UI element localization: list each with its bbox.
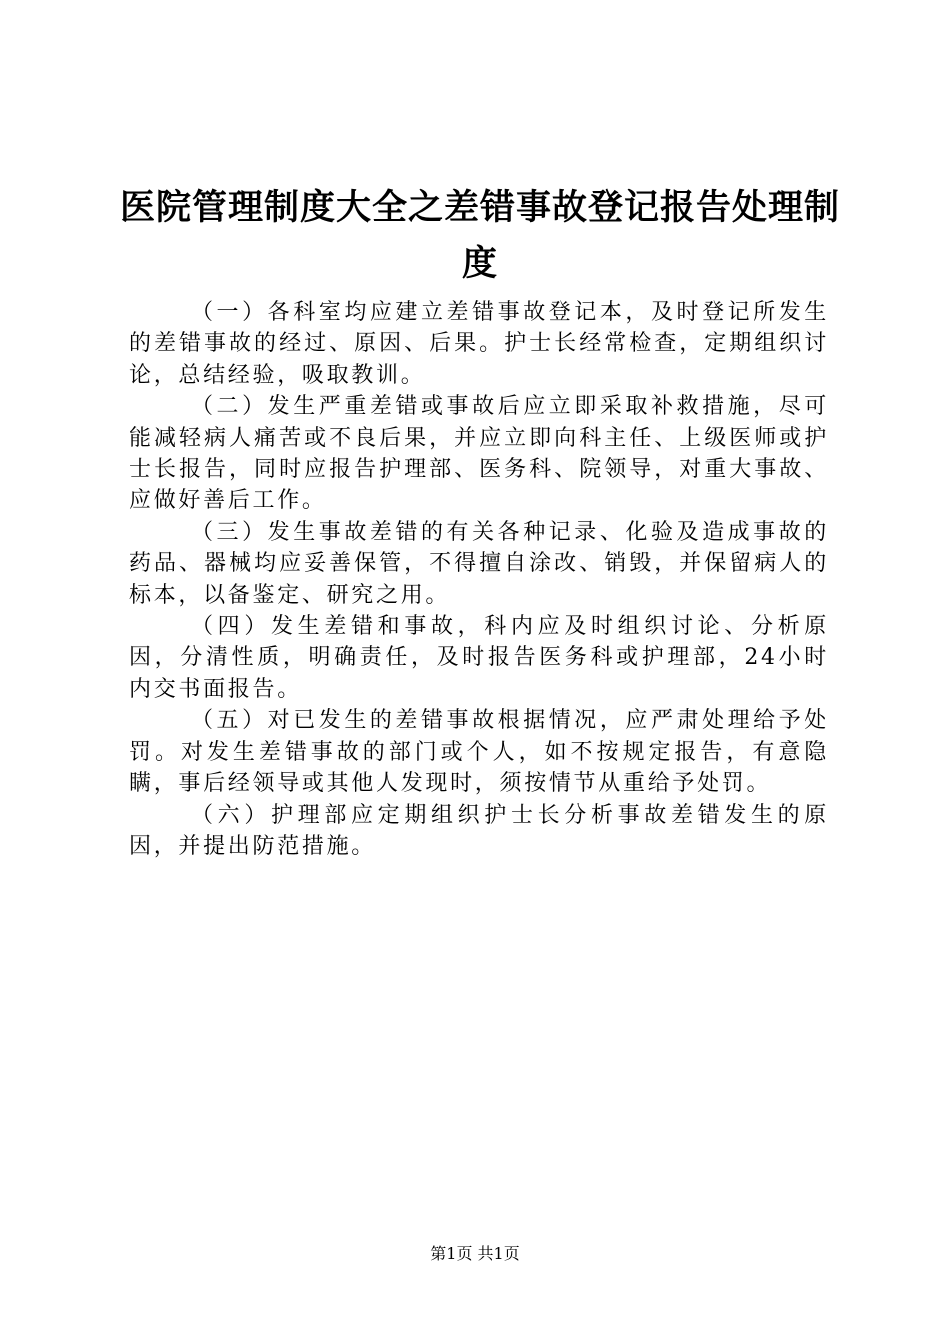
paragraph-3: （三）发生事故差错的有关各种记录、化验及造成事故的药品、器械均应妥善保管，不得擅自涂改、销毁，并保留病人的标本，以备鉴定、研究之用。	[129, 519, 829, 608]
document-title: 医院管理制度大全之差错事故登记报告处理制度	[120, 188, 841, 284]
paragraph-5: （五）对已发生的差错事故根据情况，应严肃处理给予处罚。对发生差错事故的部门或个人，如不按规定报告，有意隐瞒，事后经领导或其他人发现时，须按情节从重给予处罚。	[129, 708, 829, 797]
paragraph-6: （六）护理部应定期组织护士长分析事故差错发生的原因，并提出防范措施。	[129, 802, 829, 859]
paragraph-1: （一）各科室均应建立差错事故登记本，及时登记所发生的差错事故的经过、原因、后果。护士长经常检查，定期组织讨论，总结经验，吸取教训。	[129, 300, 829, 388]
paragraph-2: （二）发生严重差错或事故后应立即采取补救措施，尽可能减轻病人痛苦或不良后果，并应立即向科主任、上级医师或护士长报告，同时应报告护理部、医务科、院领导，对重大事故、应做好善后工作。	[129, 394, 829, 514]
page-footer: 第1页 共1页	[430, 1244, 520, 1263]
paragraph-4: （四）发生差错和事故，科内应及时组织讨论、分析原因，分清性质，明确责任，及时报告医务科或护理部，24小时内交书面报告。	[129, 614, 829, 702]
document-body	[129, 297, 829, 862]
